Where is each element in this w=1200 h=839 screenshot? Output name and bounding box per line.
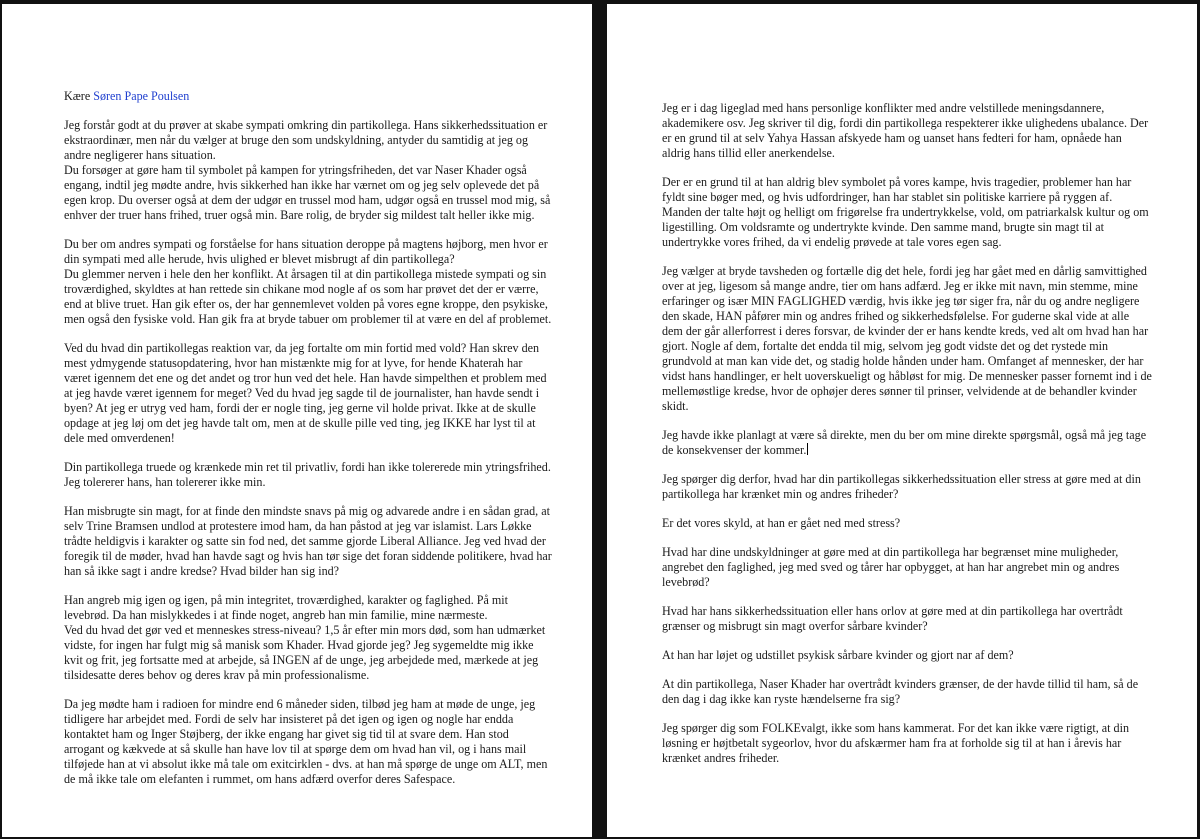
paragraph[interactable] [662,428,1152,458]
paragraph: Der er en grund til at han aldrig blev symbolet på vores kampe, hvis tragedier, problemer han har fyldt sine bøger med, og hvis udfordringer, han har stablet sin politiske karriere på ryggen af. Manden der talte højt og helligt om frigørelse fra undertrykkelse, vold, om patriarkalsk kultur og om ligestilling. Om voldsramte og undertrykte kvinde. Den samme mand, brugte sin magt til at undertrykke vores frihed, da vi endelig prøvede at tale vores egen sag. [662,175,1149,249]
paragraph: Hvad har hans sikkerhedssituation eller hans orlov at gøre med at din partikollega har overtrådt grænser og misbrugt sin magt overfor sårbare kvinder? [662,604,1123,633]
paragraph: Han angreb mig igen og igen, på min integritet, troværdighed, karakter og faglighed. På mit levebrød. Da han mislykkedes i at finde noget, angreb han min familie, mine nærmeste. [64,593,508,622]
paragraph: Ved du hvad det gør ved et menneskes stress-niveau? 1,5 år efter min mors død, som han udmærket vidste, for ingen har fulgt mig så manisk som Khader. Hvad gjorde jeg? Jeg sygemeldte mig ikke kvit og frit, jeg fortsatte med at arbejde, så INGEN af de unge, jeg arbejdede med, mærkede at jeg tilsidesatte deres behov og deres krav på min professionalisme. [64,623,546,682]
text-cursor [807,443,808,455]
paragraph: Er det vores skyld, at han er gået ned med stress? [662,516,901,530]
paragraph: Han misbrugte sin magt, for at finde den mindste snavs på mig og advarede andre i en sådan grad, at selv Trine Bramsen undlod at protestere imod ham, da han påstod at jeg var islamist. Lars Løkke trådte heldigvis i karakter og satte sin fod ned, det samme gjorde Liberal Alliance. Jeg ved hvad der foregik til de møder, hvad han havde sagt og hvis han tør sige det foran siddende politikere, hvad har han så ikke sagt i andre kredse? Hvad bilder han sig ind? [64,504,552,578]
paragraph: Jeg er i dag ligeglad med hans personlige konflikter med andre velstillede meningsdannere, akademikere osv. Jeg skriver til dig, fordi din partikollega respekterer ikke ulighedens ubalance. Der er en grund til at selv Yahya Hassan afskyede ham og uanset hans fedteri for ham, opnåede han aldrig hans tillid eller anerkendelse. [662,101,1149,160]
paragraph: Din partikollega truede og krænkede min ret til privatliv, fordi han ikke tolererede min ytringsfrihed. Jeg tolererer hans, han tolererer ikke min. [64,460,551,489]
paragraph: Hvad har dine undskyldninger at gøre med at din partikollega har begrænset mine muligheder, angrebet den faglighed, jeg med sved og tårer har opbygget, at han har angrebet min og andres levebrød? [662,545,1120,589]
paragraph: At han har løjet og udstillet psykisk sårbare kvinder og gjort nar af dem? [662,648,1014,662]
paragraph: Jeg spørger dig som FOLKEvalgt, ikke som hans kammerat. For det kan ikke være rigtigt, at din løsning er højtbetalt sygeorlov, hvor du afskærmer ham fra at forholde sig til at han i årevis har krænket andres friheder. [662,721,1129,765]
document-page-1 [2,4,592,837]
paragraph: Da jeg mødte ham i radioen for mindre end 6 måneder siden, tilbød jeg ham at møde de unge, jeg tidligere har arbejdet med. Fordi de selv har insisteret på det igen og igen og nogle har endda kontaktet ham og Inger Støjberg, der ikke engang har givet sig tid til at svare dem. Han stod arrogant og kækvede at så skulle han have lov til at spørge dem om hvad han vil, og i hans mail tilføjede han at vi absolut ikke må tale om exitcirklen - dvs. at han må spørge de unge om ALT, men de må ikke tale om elefanten i rummet, om hans adfærd overfor deres Safespace. [64,697,548,786]
document-page-2 [607,4,1197,837]
salutation [64,89,552,104]
paragraph: Du glemmer nerven i hele den her konflikt. At årsagen til at din partikollega mistede sympati og sin troværdighed, skyldtes at han rettede sin chikane mod nogle af os som har prøvet det der er værre, end at blive truet. Han gik efter os, der har gennemlevet volden på vores egne kroppe, den psykiske, men også den fysiske vold. Han gik fra at bryde tabuer om problemer til at være en del af problemet. [64,267,552,326]
paragraph: At din partikollega, Naser Khader har overtrådt kvinders grænser, de der havde tillid til ham, så de den dag i dag ikke kan ryste hændelserne fra sig? [662,677,1139,706]
letter-body-page-1 [64,89,552,801]
paragraph-text: Jeg havde ikke planlagt at være så direkte, men du ber om mine direkte spørgsmål, også må jeg tage de konsekvenser der kommer. [662,428,1147,457]
greeting: Kære [64,89,91,103]
paragraph: Du forsøger at gøre ham til symbolet på kampen for ytringsfriheden, det var Naser Khader også engang, indtil jeg mødte andre, hvis sikkerhed han ikke har værnet om og jeg selv oplevede det på egen krop. Du overser også at dem der udgør en trussel mod ham, udgør også en trussel mod mig, så enhver der truer hans frihed, truer også min. Bare rolig, de bryder sig mildest talt heller ikke mig. [64,163,551,222]
paragraph: Jeg forstår godt at du prøver at skabe sympati omkring din partikollega. Hans sikkerhedssituation er ekstraordinær, men når du vælger at bruge den som undskyldning, antyder du samtidig at jeg og andre negligerer hans situation. [64,118,548,162]
paragraph: Du ber om andres sympati og forståelse for hans situation deroppe på magtens højborg, men hvor er din sympati med alle herude, hvis ulighed er blevet misbrugt af din partikollega? [64,237,548,266]
letter-body-page-2 [662,101,1152,780]
paragraph: Jeg vælger at bryde tavsheden og fortælle dig det hele, fordi jeg har gået med en dårlig samvittighed over at jeg, ligesom så mange andre, tier om hans adfærd. Jeg er ikke mit navn, min stemme, mine erfaringer og især MIN FAGLIGHED værdig, hvis ikke jeg tør siger fra, når du og andre negligere den skade, HAN påfører min og andres frihed og sikkerhedsfølelse. For guderne skal vide at alle dem der går allerforrest i deres forsvar, de kvinder der er hans kendte kreds, ved alt om hvad han har gjort. Nogle af dem, fortalte det endda til mig, selvom jeg godt vidste det og det rystede min grundvold at man kan vide det, og stadig holde hånden under ham. Omfanget af mennesker, der har vidst hans handlinger, er helt uoverskueligt og håbløst for mig. De mennesker passer fornemt ind i de mellemøstlige kredse, hvor de ophøjer deres sønner til prinser, velvidende at de behandler kvinder skidt. [662,264,1152,413]
paragraph: Ved du hvad din partikollegas reaktion var, da jeg fortalte om min fortid med vold? Han skrev den mest ydmygende statusopdatering, hvor han mistænkte mig for at lyve, for hende Khaterah har været igennem det ene og det andet og tror hun ved det hele. Han havde simpelthen et problem med at jeg havde været igennem for meget? Ved du hvad jeg sagde til de journalister, han havde sendt i byen? At jeg er utryg ved ham, fordi der er nogle ting, jeg gerne vil holde privat. Ikke at de skulle opdage at jeg løj om det jeg havde talt om, men at de skulle pille ved ting, jeg IKKE har lyst til at dele med omverdenen! [64,341,547,445]
paragraph: Jeg spørger dig derfor, hvad har din partikollegas sikkerhedssituation eller stress at gøre med at din partikollega har krænket min og andres friheder? [662,472,1141,501]
recipient-name: Søren Pape Poulsen [93,89,190,103]
